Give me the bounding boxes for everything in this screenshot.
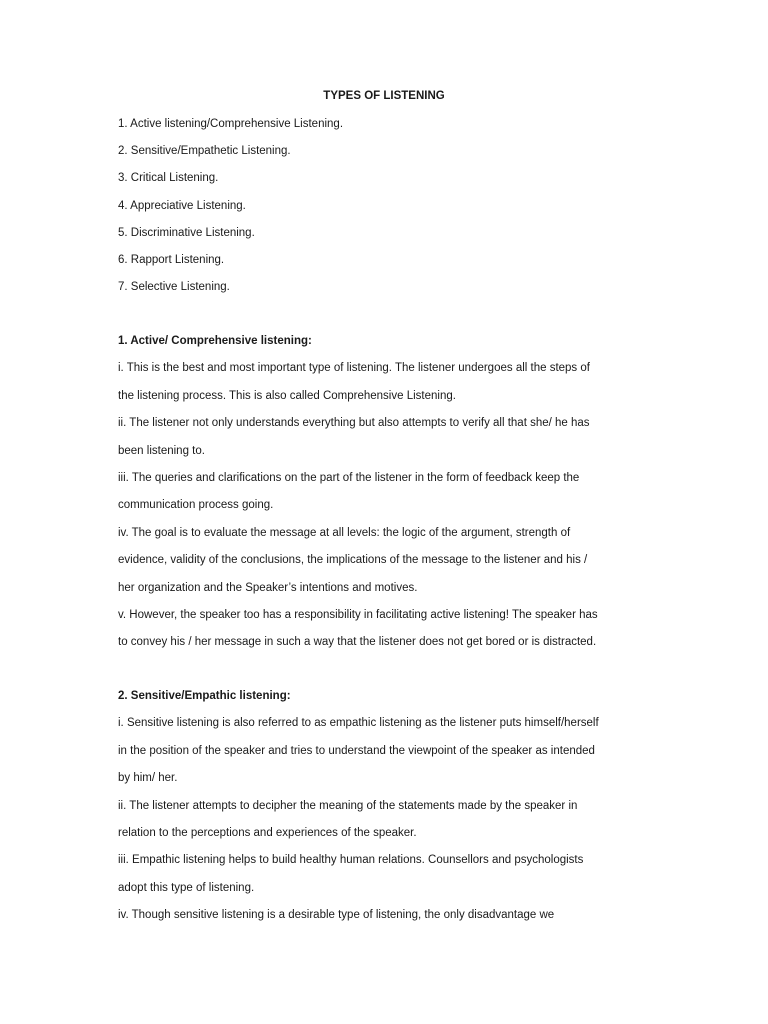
paragraph-line: i. This is the best and most important type of listening. The listener undergoes all the steps of [118,362,590,375]
types-list-item: 4. Appreciative Listening. [118,199,246,212]
types-list-item: 2. Sensitive/Empathetic Listening. [118,145,291,158]
paragraph-line: the listening process. This is also called Comprehensive Listening. [118,389,456,402]
paragraph-line: i. Sensitive listening is also referred to as empathic listening as the listener puts himself/herself [118,717,599,730]
paragraph-line: iii. Empathic listening helps to build healthy human relations. Counsellors and psychologists [118,854,584,867]
paragraph-line: iii. The queries and clarifications on the part of the listener in the form of feedback keep the [118,471,580,484]
paragraph-line: in the position of the speaker and tries to understand the viewpoint of the speaker as intended [118,744,595,757]
paragraph-line: communication process going. [118,499,274,512]
paragraph-line: her organization and the Speaker’s intentions and motives. [118,581,418,594]
types-list [118,116,343,306]
paragraph-line: to convey his / her message in such a way that the listener does not get bored or is distracted. [118,636,597,649]
section-sensitive-listening [118,688,638,935]
types-list-item: 3. Critical Listening. [118,172,219,185]
paragraph-line: by him/ her. [118,772,178,785]
types-list-item: 6. Rapport Listening. [118,253,225,266]
section-heading: 2. Sensitive/Empathic listening: [118,690,291,702]
paragraph-line: ii. The listener not only understands everything but also attempts to verify all that she/ he has [118,417,590,430]
paragraph-line: v. However, the speaker too has a responsibility in facilitating active listening! The speaker has [118,608,598,621]
section-active-listening [118,333,638,662]
paragraph-line: relation to the perceptions and experiences of the speaker. [118,826,417,839]
document-title: TYPES OF LISTENING [323,90,445,102]
paragraph-line: adopt this type of listening. [118,881,255,894]
paragraph-line: iv. The goal is to evaluate the message at all levels: the logic of the argument, strength of [118,526,571,539]
paragraph-line: evidence, validity of the conclusions, the implications of the message to the listener and his / [118,554,588,567]
section-heading: 1. Active/ Comprehensive listening: [118,335,312,347]
types-list-item: 5. Discriminative Listening. [118,226,255,239]
types-list-item: 1. Active listening/Comprehensive Listening. [118,118,344,130]
paragraph-line: ii. The listener attempts to decipher the meaning of the statements made by the speaker in [118,799,578,812]
paragraph-line: been listening to. [118,444,205,457]
paragraph-line: iv. Though sensitive listening is a desirable type of listening, the only disadvantage we [118,909,555,922]
types-list-item: 7. Selective Listening. [118,281,230,294]
